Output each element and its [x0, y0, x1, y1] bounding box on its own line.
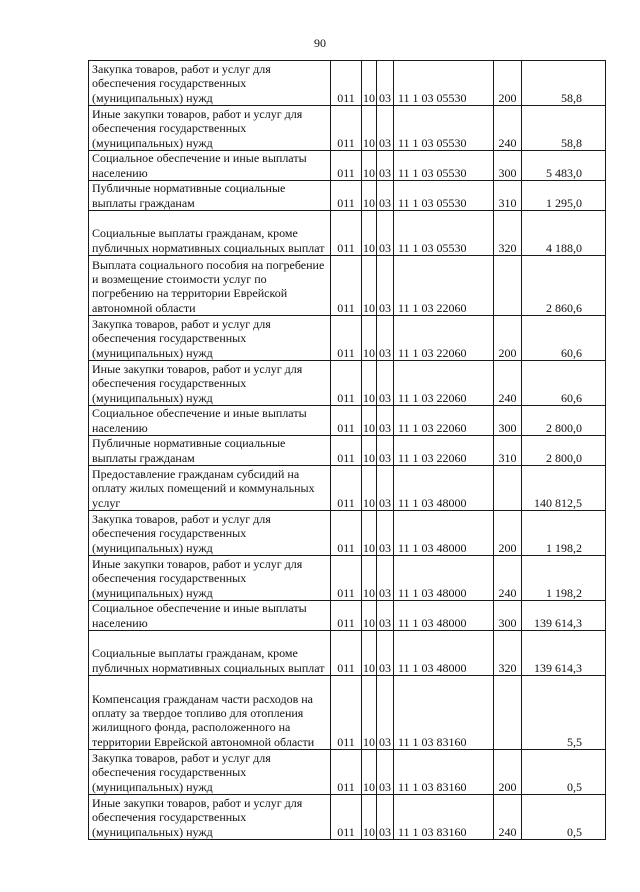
admin-code-cell: 011 [331, 556, 362, 601]
budget-table [88, 60, 606, 840]
expense-name-cell [89, 406, 331, 436]
expense-name-cell [89, 511, 331, 556]
expense-type-cell: 240 [494, 556, 522, 601]
table-row [89, 556, 606, 601]
expense-type-cell: 300 [494, 151, 522, 181]
amount-cell: 2 800,0 [522, 406, 606, 436]
expense-name-cell [89, 211, 331, 256]
section-code-cell: 10 [362, 361, 377, 406]
expense-name-cell [89, 436, 331, 466]
expense-type-cell: 310 [494, 436, 522, 466]
amount-cell: 60,6 [522, 316, 606, 361]
subsection-code-cell: 03 [377, 256, 394, 316]
amount-cell: 1 295,0 [522, 181, 606, 211]
table-row [89, 511, 606, 556]
target-article-cell: 11 1 03 05530 [394, 181, 494, 211]
admin-code-cell: 011 [331, 181, 362, 211]
amount-cell: 4 188,0 [522, 211, 606, 256]
table-row [89, 256, 606, 316]
expense-name-text: Социальные выплаты гражданам, кроме публичных нормативных социальных выплат [92, 646, 325, 675]
table-row [89, 406, 606, 436]
subsection-code-cell: 03 [377, 556, 394, 601]
subsection-code-cell: 03 [377, 795, 394, 840]
expense-name-cell [89, 466, 331, 511]
expense-name-cell [89, 316, 331, 361]
expense-type-cell [494, 466, 522, 511]
subsection-code-cell: 03 [377, 750, 394, 795]
subsection-code-cell: 03 [377, 601, 394, 631]
expense-name-text: Закупка товаров, работ и услуг для обеспечения государственных (муниципальных) нужд [92, 317, 271, 360]
table-row [89, 601, 606, 631]
expense-name-text: Выплата социального пособия на погребение и возмещение стоимости услуг по погребению на территории Еврейской автономной области [92, 257, 325, 315]
target-article-cell: 11 1 03 22060 [394, 361, 494, 406]
expense-type-cell [494, 256, 522, 316]
target-article-cell: 11 1 03 05530 [394, 151, 494, 181]
expense-name-text: Социальные выплаты гражданам, кроме публичных нормативных социальных выплат [92, 226, 325, 255]
expense-type-cell: 310 [494, 181, 522, 211]
table-row [89, 631, 606, 676]
admin-code-cell: 011 [331, 631, 362, 676]
subsection-code-cell: 03 [377, 106, 394, 151]
section-code-cell: 10 [362, 151, 377, 181]
expense-name-cell [89, 631, 331, 676]
target-article-cell: 11 1 03 22060 [394, 436, 494, 466]
target-article-cell: 11 1 03 05530 [394, 61, 494, 106]
expense-name-text: Закупка товаров, работ и услуг для обеспечения государственных (муниципальных) нужд [92, 512, 271, 555]
table-row [89, 61, 606, 106]
amount-cell: 139 614,3 [522, 601, 606, 631]
target-article-cell: 11 1 03 83160 [394, 750, 494, 795]
section-code-cell: 10 [362, 106, 377, 151]
section-code-cell: 10 [362, 556, 377, 601]
expense-type-cell: 300 [494, 601, 522, 631]
expense-type-cell: 320 [494, 211, 522, 256]
admin-code-cell: 011 [331, 436, 362, 466]
expense-name-cell [89, 750, 331, 795]
expense-type-cell: 240 [494, 106, 522, 151]
amount-cell: 139 614,3 [522, 631, 606, 676]
expense-type-cell: 200 [494, 61, 522, 106]
table-body [89, 61, 606, 840]
amount-cell: 1 198,2 [522, 511, 606, 556]
table-row [89, 316, 606, 361]
subsection-code-cell: 03 [377, 181, 394, 211]
expense-name-text: Социальное обеспечение и иные выплаты населению [92, 151, 307, 180]
amount-cell: 0,5 [522, 795, 606, 840]
expense-name-cell [89, 795, 331, 840]
expense-name-text: Закупка товаров, работ и услуг для обеспечения государственных (муниципальных) нужд [92, 62, 271, 105]
subsection-code-cell: 03 [377, 151, 394, 181]
subsection-code-cell: 03 [377, 316, 394, 361]
admin-code-cell: 011 [331, 466, 362, 511]
subsection-code-cell: 03 [377, 511, 394, 556]
table-row [89, 795, 606, 840]
admin-code-cell: 011 [331, 256, 362, 316]
section-code-cell: 10 [362, 631, 377, 676]
table-row [89, 676, 606, 750]
expense-name-text: Закупка товаров, работ и услуг для обеспечения государственных (муниципальных) нужд [92, 751, 271, 794]
expense-type-cell: 200 [494, 750, 522, 795]
expense-name-cell [89, 181, 331, 211]
target-article-cell: 11 1 03 22060 [394, 256, 494, 316]
target-article-cell: 11 1 03 48000 [394, 556, 494, 601]
admin-code-cell: 011 [331, 511, 362, 556]
table-row [89, 106, 606, 151]
amount-cell: 58,8 [522, 61, 606, 106]
expense-type-cell: 240 [494, 361, 522, 406]
target-article-cell: 11 1 03 83160 [394, 795, 494, 840]
subsection-code-cell: 03 [377, 466, 394, 511]
expense-name-text: Иные закупки товаров, работ и услуг для обеспечения государственных (муниципальных) нужд [92, 362, 303, 405]
table-row [89, 750, 606, 795]
section-code-cell: 10 [362, 316, 377, 361]
admin-code-cell: 011 [331, 316, 362, 361]
expense-name-cell [89, 361, 331, 406]
section-code-cell: 10 [362, 511, 377, 556]
admin-code-cell: 011 [331, 750, 362, 795]
table-row [89, 361, 606, 406]
section-code-cell: 10 [362, 601, 377, 631]
admin-code-cell: 011 [331, 361, 362, 406]
expense-name-text: Социальное обеспечение и иные выплаты населению [92, 601, 307, 630]
expense-name-text: Социальное обеспечение и иные выплаты населению [92, 406, 307, 435]
section-code-cell: 10 [362, 436, 377, 466]
section-code-cell: 10 [362, 61, 377, 106]
section-code-cell: 10 [362, 181, 377, 211]
expense-name-cell [89, 151, 331, 181]
section-code-cell: 10 [362, 795, 377, 840]
expense-name-text: Компенсация гражданам части расходов на оплату за твердое топливо для отопления жилищного фонда, расположенного на территории Еврейской автономной области [92, 691, 315, 749]
target-article-cell: 11 1 03 48000 [394, 466, 494, 511]
admin-code-cell: 011 [331, 151, 362, 181]
subsection-code-cell: 03 [377, 361, 394, 406]
page-number: 90 [314, 36, 326, 50]
expense-type-cell: 240 [494, 795, 522, 840]
expense-type-cell: 200 [494, 511, 522, 556]
expense-name-text: Иные закупки товаров, работ и услуг для обеспечения государственных (муниципальных) нужд [92, 107, 303, 150]
subsection-code-cell: 03 [377, 61, 394, 106]
table-row [89, 181, 606, 211]
amount-cell: 5,5 [522, 676, 606, 750]
expense-name-cell [89, 676, 331, 750]
subsection-code-cell: 03 [377, 676, 394, 750]
expense-name-text: Публичные нормативные социальные выплаты гражданам [92, 181, 286, 210]
admin-code-cell: 011 [331, 676, 362, 750]
table-row [89, 151, 606, 181]
amount-cell: 2 800,0 [522, 436, 606, 466]
target-article-cell: 11 1 03 22060 [394, 406, 494, 436]
expense-name-text: Публичные нормативные социальные выплаты гражданам [92, 436, 286, 465]
section-code-cell: 10 [362, 466, 377, 511]
expense-name-text: Иные закупки товаров, работ и услуг для обеспечения государственных (муниципальных) нужд [92, 557, 303, 600]
section-code-cell: 10 [362, 406, 377, 436]
expense-name-cell [89, 601, 331, 631]
amount-cell: 58,8 [522, 106, 606, 151]
section-code-cell: 10 [362, 211, 377, 256]
expense-name-cell [89, 106, 331, 151]
amount-cell: 0,5 [522, 750, 606, 795]
target-article-cell: 11 1 03 48000 [394, 631, 494, 676]
expense-name-text: Иные закупки товаров, работ и услуг для обеспечения государственных (муниципальных) нужд [92, 796, 303, 839]
expense-type-cell: 300 [494, 406, 522, 436]
expense-name-cell [89, 556, 331, 601]
subsection-code-cell: 03 [377, 631, 394, 676]
target-article-cell: 11 1 03 05530 [394, 211, 494, 256]
admin-code-cell: 011 [331, 211, 362, 256]
expense-type-cell [494, 676, 522, 750]
expense-name-cell [89, 61, 331, 106]
amount-cell: 60,6 [522, 361, 606, 406]
target-article-cell: 11 1 03 83160 [394, 676, 494, 750]
table-row [89, 466, 606, 511]
subsection-code-cell: 03 [377, 406, 394, 436]
amount-cell: 5 483,0 [522, 151, 606, 181]
expense-type-cell: 320 [494, 631, 522, 676]
target-article-cell: 11 1 03 48000 [394, 601, 494, 631]
admin-code-cell: 011 [331, 106, 362, 151]
amount-cell: 1 198,2 [522, 556, 606, 601]
expense-type-cell: 200 [494, 316, 522, 361]
admin-code-cell: 011 [331, 601, 362, 631]
table-row [89, 436, 606, 466]
admin-code-cell: 011 [331, 795, 362, 840]
target-article-cell: 11 1 03 22060 [394, 316, 494, 361]
admin-code-cell: 011 [331, 406, 362, 436]
expense-name-cell [89, 256, 331, 316]
subsection-code-cell: 03 [377, 211, 394, 256]
section-code-cell: 10 [362, 256, 377, 316]
section-code-cell: 10 [362, 750, 377, 795]
target-article-cell: 11 1 03 05530 [394, 106, 494, 151]
table-row [89, 211, 606, 256]
expense-name-text: Предоставление гражданам субсидий на оплату жилых помещений и коммунальных услуг [92, 467, 315, 510]
amount-cell: 140 812,5 [522, 466, 606, 511]
admin-code-cell: 011 [331, 61, 362, 106]
subsection-code-cell: 03 [377, 436, 394, 466]
target-article-cell: 11 1 03 48000 [394, 511, 494, 556]
amount-cell: 2 860,6 [522, 256, 606, 316]
section-code-cell: 10 [362, 676, 377, 750]
